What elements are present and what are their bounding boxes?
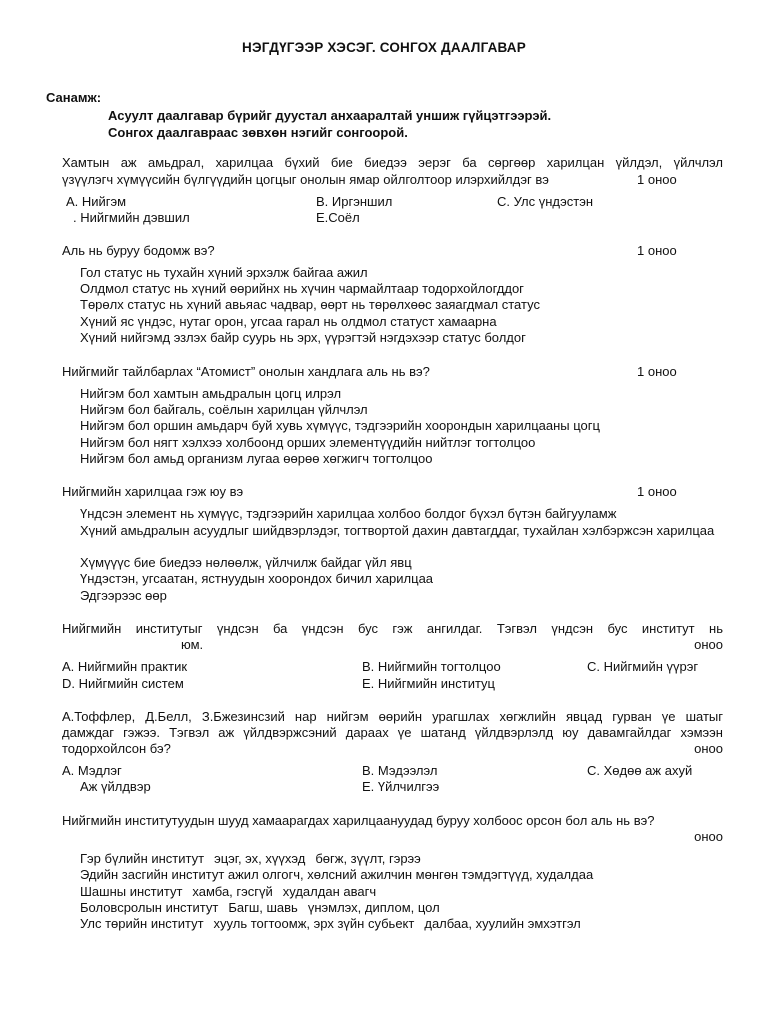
question-1-option-e: Е.Соёл: [316, 210, 360, 225]
question-2-option-3: Төрөлх статус нь хүний авьяас чадвар, өөрт нь төрөлхөөс заяагдмал статус: [80, 297, 540, 312]
question-2-option-4: Хүний яс үндэс, нутаг орон, угсаа гарал нь олдмол статуст хамаарна: [80, 314, 497, 329]
question-6-line-2: дамждаг гэжээ. Тэгвэл аж үйлдвэржсэний дараах үе шатанд үйлдвэрлэлд юу давамгайлдаг хэмээн: [62, 725, 723, 740]
question-3-option-2: Нийгэм бол байгаль, соёлын харилцан үйлчлэл: [80, 402, 368, 417]
question-5-line-2: юм.: [181, 637, 204, 652]
question-6-line-1: А.Тоффлер, Д.Белл, З.Бжезинсзий нар нийгэм өөрийн урагшлах хөгжлийн явцад гурван үе шатыг: [62, 709, 723, 724]
question-2-option-5: Хүний нийгэмд эзлэх байр суурь нь эрх, үүрэгтэй нэгдэхээр статус болдог: [80, 330, 526, 345]
institution-name: Гэр бүлийн институт: [80, 851, 205, 866]
question-3-option-1: Нийгэм бол хамтын амьдралын цогц илрэл: [80, 386, 342, 401]
question-3-option-5: Нийгэм бол амьд организм лугаа өөрөө хөгжигч тогтолцоо: [80, 451, 433, 466]
question-5-option-d: D. Нийгмийн систем: [62, 676, 184, 691]
question-6-option-e: Е. Үйлчилгээ: [362, 779, 440, 794]
question-1-line-1: Хамтын аж амьдрал, харилцаа бүхий бие биедээ эерэг ба сөргөөр харилцан үйлдэл, үйлчлэл: [62, 155, 723, 170]
institution-name: Улс төрийн институт: [80, 916, 204, 931]
institution-name: Эдийн засгийн институт ажил олгогч, хөлсний ажилчин мөнгөн тэмдэгтүүд, худалдаа: [80, 867, 594, 882]
question-4-option-5: Эдгээрээс өөр: [80, 588, 167, 603]
question-5-option-c: С. Нийгмийн үүрэг: [587, 659, 699, 674]
institution-name: Боловсролын институт: [80, 900, 219, 915]
question-7-option-4: [80, 900, 440, 917]
question-1-line-2: үзүүлэгч хүмүүсийн бүлгүүдийн цогцыг онолын ямар ойлголтоор илэрхийлдэг вэ: [62, 172, 549, 187]
question-6-option-c: С. Хөдөө аж ахуй: [587, 763, 693, 778]
institution-actors: хууль тогтоомж, эрх зүйн субьект: [213, 916, 415, 931]
question-4-option-4: Үндэстэн, угсаатан, ястнуудын хоорондох бичил харилцаа: [80, 571, 434, 586]
question-4-option-2: Хүний амьдралын асуудлыг шийдвэрлэдэг, тогтвортой дахин давтагддаг, тухайлан хэлбэржсэн харилцаа: [80, 523, 715, 538]
question-6-line-3: тодорхойлсон бэ?: [62, 741, 171, 756]
question-7-option-5: [80, 916, 581, 933]
question-4-text: Нийгмийн харилцаа гэж юу вэ: [62, 484, 244, 499]
question-2-points: 1 оноо: [637, 243, 677, 258]
question-2-option-1: Гол статус нь тухайн хүний эрхэлж байгаа ажил: [80, 265, 368, 280]
question-3-text: Нийгмийг тайлбарлах “Атомист” онолын хандлага аль нь вэ?: [62, 364, 430, 379]
question-7-text: Нийгмийн институтуудын шууд хамаарагдах харилцаануудад буруу холбоос орсон бол аль нь вэ?: [62, 813, 655, 828]
question-3-points: 1 оноо: [637, 364, 677, 379]
question-1-option-b: В. Иргэншил: [316, 194, 393, 209]
question-4-option-3: Хүмүүүс бие биедээ нөлөөлж, үйлчилж байдаг үйл явц: [80, 555, 412, 570]
note-line-1: Асуулт даалгавар бүрийг дуустал анхааралтай уншиж гүйцэтгээрэй.: [108, 108, 552, 123]
institution-items: бөгж, зүүлт, гэрээ: [315, 851, 421, 866]
institution-actors: эцэг, эх, хүүхэд: [214, 851, 306, 866]
institution-items: үнэмлэх, диплом, цол: [307, 900, 440, 915]
question-4-option-1: Үндсэн элемент нь хүмүүс, тэдгээрийн харилцаа холбоо болдог бүхэл бүтэн байгууламж: [80, 506, 617, 521]
question-6-option-b: В. Мэдээлэл: [362, 763, 438, 778]
institution-actors: Багш, шавь: [228, 900, 298, 915]
institution-items: далбаа, хуулийн эмхэтгэл: [424, 916, 581, 931]
question-5-points: оноо: [694, 637, 723, 652]
question-6-option-d: Аж үйлдвэр: [80, 779, 151, 794]
question-1-option-c: С. Улс үндэстэн: [497, 194, 594, 209]
question-6-option-a: А. Мэдлэг: [62, 763, 122, 778]
question-6-points: оноо: [694, 741, 723, 756]
question-5-option-b: В. Нийгмийн тогтолцоо: [362, 659, 501, 674]
question-2-option-2: Олдмол статус нь хүний өөрийнх нь хүчин чармайлтаар тодорхойлогддог: [80, 281, 524, 296]
question-3-option-4: Нийгэм бол нягт хэлхээ холбоонд орших элементүүдийн нийтлэг тогтолцоо: [80, 435, 536, 450]
question-7-points: оноо: [694, 829, 723, 844]
question-4-points: 1 оноо: [637, 484, 677, 499]
question-2-text: Аль нь буруу бодомж вэ?: [62, 243, 215, 258]
question-7-option-1: [80, 851, 421, 868]
note-label: Санамж:: [46, 90, 102, 105]
page-title: НЭГДҮГЭЭР ХЭСЭГ. СОНГОХ ДААЛГАВАР: [242, 40, 526, 55]
question-7-option-2: [80, 867, 593, 884]
institution-items: худалдан авагч: [282, 884, 377, 899]
question-1-option-a: А. Нийгэм: [66, 194, 127, 209]
question-3-option-3: Нийгэм бол оршин амьдарч буй хувь хүмүүс, тэдгээрийн хоорондын харилцааны цогц: [80, 418, 600, 433]
question-1-option-d: . Нийгмийн дэвшил: [73, 210, 190, 225]
question-5-option-e: Е. Нийгмийн институц: [362, 676, 496, 691]
institution-name: Шашны институт: [80, 884, 183, 899]
question-5-option-a: А. Нийгмийн практик: [62, 659, 188, 674]
question-7-option-3: [80, 884, 376, 901]
question-5-line-1: Нийгмийн институтыг үндсэн ба үндсэн бус гэж ангилдаг. Тэгвэл үндсэн бус институт нь: [62, 621, 723, 636]
institution-actors: хамба, гэсгүй: [192, 884, 273, 899]
question-1-points: 1 оноо: [637, 172, 677, 187]
note-line-2: Сонгох даалгавраас зөвхөн нэгийг сонгоорой.: [108, 125, 408, 140]
